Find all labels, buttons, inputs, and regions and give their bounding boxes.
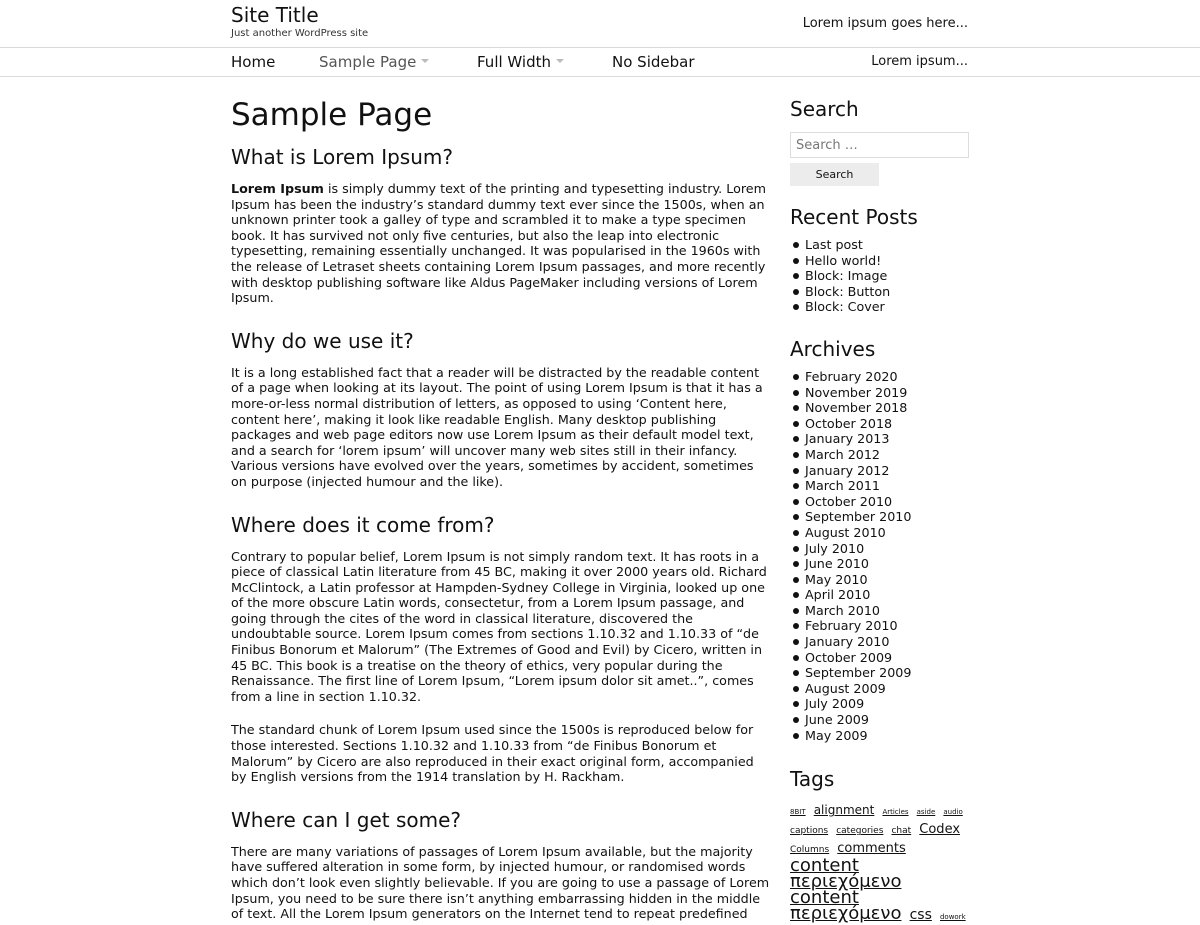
archive-item	[790, 416, 970, 432]
page-title: Sample Page	[231, 97, 433, 133]
archive-item	[790, 509, 970, 525]
archives-widget	[790, 336, 970, 743]
nav-right-text: Lorem ipsum...	[871, 54, 968, 69]
sidebar	[790, 96, 970, 925]
recent-post-item-link[interactable]: Block: Button	[805, 283, 891, 299]
tag-link[interactable]: Columns	[790, 845, 830, 856]
search-widget	[790, 96, 970, 186]
nav-item-label: Home	[231, 53, 276, 71]
archive-item-link[interactable]: July 2010	[805, 540, 865, 556]
tag-link[interactable]: captions	[790, 826, 829, 837]
tag-link[interactable]: Articles	[882, 808, 909, 817]
recent-post-item-link[interactable]: Hello world!	[805, 252, 882, 268]
nav-item-full-width[interactable]	[477, 53, 564, 71]
archive-item	[790, 431, 970, 447]
paragraph-text: is simply dummy text of the printing and typesetting industry. Lorem Ipsum has been the industry’s standard dummy text ever since the 1500s, when an unknown printer took a galley of type and scrambled it to make a type specimen book. It has survived not only five centuries, but also the leap into electronic typesetting, remaining essentially unchanged. It was popularised in the 1960s with the release of Letraset sheets containing Lorem Ipsum passages, and more recently with desktop publishing software like Aldus PageMaker including versions of Lorem Ipsum.	[231, 181, 766, 306]
section-paragraph: There are many variations of passages of Lorem Ipsum available, but the majority have suffered alteration in some form, by injected humour, or randomised words which don’t look even slightly believable. If you are going to use a passage of Lorem Ipsum, you need to be sure there isn’t anything embarrassing hidden in the middle of text. All the Lorem Ipsum generators on the Internet tend to repeat predefined	[231, 843, 770, 922]
archive-item-link[interactable]: October 2010	[805, 493, 893, 509]
primary-menu	[0, 48, 1200, 77]
archive-item-link[interactable]: February 2020	[805, 368, 898, 384]
tag-link[interactable]: περιεχόμενο	[790, 871, 902, 893]
content-section	[231, 144, 771, 306]
archive-item	[790, 572, 970, 588]
bold-lead: Lorem Ipsum	[231, 181, 324, 196]
tag-link[interactable]: css	[909, 907, 932, 924]
recent-post-item	[790, 237, 970, 253]
site-tagline: Just another WordPress site	[231, 28, 369, 39]
section-heading: Why do we use it?	[231, 328, 414, 353]
tag-link[interactable]: περιεχόμενο	[790, 903, 902, 925]
archive-item	[790, 463, 970, 479]
recent-post-item-link[interactable]: Block: Cover	[805, 299, 885, 315]
header-text: Lorem ipsum goes here...	[802, 16, 968, 31]
recent-post-item	[790, 253, 970, 269]
widget-title: Recent Posts	[790, 205, 918, 229]
archive-item-link[interactable]: October 2009	[805, 649, 893, 665]
recent-post-item-link[interactable]: Last post	[805, 237, 863, 252]
archive-item-link[interactable]: September 2010	[805, 509, 912, 525]
site-header	[0, 0, 1200, 48]
archive-item	[790, 447, 970, 463]
tag-link[interactable]: 8BIT	[790, 808, 806, 817]
tag-link[interactable]: dowork	[939, 913, 966, 922]
archive-item	[790, 681, 970, 697]
section-heading: Where can I get some?	[231, 807, 461, 832]
tags-widget	[790, 766, 970, 925]
widget-title: Tags	[790, 767, 835, 792]
nav-item-label: Full Width	[477, 53, 551, 71]
archive-item-link[interactable]: June 2009	[805, 712, 869, 728]
recent-posts-list	[790, 237, 970, 315]
archive-item	[790, 603, 970, 619]
tag-link[interactable]: comments	[837, 841, 906, 857]
archive-item	[790, 556, 970, 572]
content-section	[231, 512, 771, 785]
archives-list	[790, 369, 970, 743]
archive-item-link[interactable]: March 2011	[805, 478, 880, 494]
archive-item	[790, 385, 970, 401]
nav-item-sample-page[interactable]	[319, 53, 429, 71]
tag-link[interactable]: alignment	[813, 803, 875, 818]
archive-item-link[interactable]: August 2009	[805, 680, 886, 696]
archive-item-link[interactable]: August 2010	[805, 524, 886, 540]
archive-item	[790, 494, 970, 510]
nav-item-no-sidebar[interactable]	[612, 53, 695, 71]
tag-link[interactable]: content	[790, 887, 859, 909]
archive-item-link[interactable]: May 2010	[805, 571, 868, 587]
nav-item-home[interactable]	[231, 53, 275, 71]
archive-item	[790, 400, 970, 416]
archive-item-link[interactable]: September 2009	[805, 665, 912, 681]
archive-item-link[interactable]: May 2009	[805, 727, 868, 743]
tag-link[interactable]: aside	[916, 808, 936, 817]
chevron-down-icon	[421, 59, 429, 63]
widget-title: Archives	[790, 336, 876, 361]
recent-post-item	[790, 284, 970, 300]
tag-cloud	[790, 801, 970, 925]
archive-item-link[interactable]: January 2010	[805, 634, 890, 650]
archive-item	[790, 696, 970, 712]
widget-title: Search	[790, 97, 859, 121]
archive-item	[790, 525, 970, 541]
section-heading: What is Lorem Ipsum?	[231, 145, 453, 169]
section-paragraph	[231, 181, 771, 306]
section-paragraph: The standard chunk of Lorem Ipsum used since the 1500s is reproduced below for those interested. Sections 1.10.32 and 1.10.33 from “de Finibus Bonorum et Malorum” by Cicero are also reproduced in their exact original form, accompanied by English versions from the 1914 translation by H. Rackham.	[231, 722, 754, 785]
content-section	[231, 807, 771, 922]
archive-item	[790, 712, 970, 728]
site-title[interactable]: Site Title	[231, 3, 319, 27]
archive-item-link[interactable]: January 2012	[805, 462, 890, 478]
tag-link[interactable]: audio	[943, 808, 963, 817]
archive-item	[790, 369, 970, 385]
archive-item-link[interactable]: March 2010	[805, 602, 880, 618]
archive-item-link[interactable]: October 2018	[805, 415, 893, 431]
tag-link[interactable]: categories	[836, 826, 884, 837]
archive-item-link[interactable]: June 2010	[805, 556, 869, 572]
archive-item-link[interactable]: November 2019	[805, 384, 908, 400]
search-input[interactable]	[790, 132, 969, 158]
archive-item-link[interactable]: November 2018	[805, 400, 908, 416]
content-section	[231, 328, 771, 490]
archive-item	[790, 665, 970, 681]
section-heading: Where does it come from?	[231, 512, 495, 537]
main-content	[231, 96, 771, 922]
archive-item	[790, 634, 970, 650]
nav-item-label: No Sidebar	[612, 53, 695, 71]
archive-item	[790, 728, 970, 744]
recent-post-item	[790, 268, 970, 284]
chevron-down-icon	[556, 59, 564, 63]
tag-link[interactable]: Codex	[919, 822, 961, 838]
archive-item-link[interactable]: March 2012	[805, 446, 880, 462]
archive-item	[790, 650, 970, 666]
tag-link[interactable]: chat	[891, 826, 912, 837]
archive-item	[790, 618, 970, 634]
recent-posts-widget	[790, 204, 970, 315]
archive-item-link[interactable]: February 2010	[805, 618, 898, 634]
section-paragraph: It is a long established fact that a reader will be distracted by the readable content of a page when looking at its layout. The point of using Lorem Ipsum is that it has a more-or-less normal distribution of letters, as opposed to using ‘Content here, content here’, making it look like readable English. Many desktop publishing packages and web page editors now use Lorem Ipsum as their default model text, and a search for ‘lorem ipsum’ will uncover many web sites still in their infancy. Various versions have evolved over the years, sometimes by accident, sometimes on purpose (injected humour and the like).	[231, 364, 763, 489]
archive-item-link[interactable]: July 2009	[805, 696, 865, 712]
archive-item	[790, 478, 970, 494]
tag-link[interactable]: content	[790, 855, 859, 877]
search-button[interactable]: Search	[790, 163, 879, 186]
archive-item-link[interactable]: January 2013	[805, 431, 890, 447]
section-paragraph: Contrary to popular belief, Lorem Ipsum is not simply random text. It has roots in a piece of classical Latin literature from 45 BC, making it over 2000 years old. Richard McClintock, a Latin professor at Hampden-Sydney College in Virginia, looked up one of the more obscure Latin words, consectetur, from a Lorem Ipsum passage, and going through the cites of the word in classical literature, discovered the undoubtable source. Lorem Ipsum comes from sections 1.10.32 and 1.10.33 of “de Finibus Bonorum et Malorum” (The Extremes of Good and Evil) by Cicero, written in 45 BC. This book is a treatise on the theory of ethics, very popular during the Renaissance. The first line of Lorem Ipsum, “Lorem ipsum dolor sit amet..”, comes from a line in section 1.10.32.	[231, 548, 767, 704]
nav-item-label: Sample Page	[319, 53, 417, 71]
archive-item-link[interactable]: April 2010	[805, 587, 871, 603]
archive-item	[790, 541, 970, 557]
recent-post-item	[790, 299, 970, 315]
recent-post-item-link[interactable]: Block: Image	[805, 268, 888, 284]
archive-item	[790, 587, 970, 603]
